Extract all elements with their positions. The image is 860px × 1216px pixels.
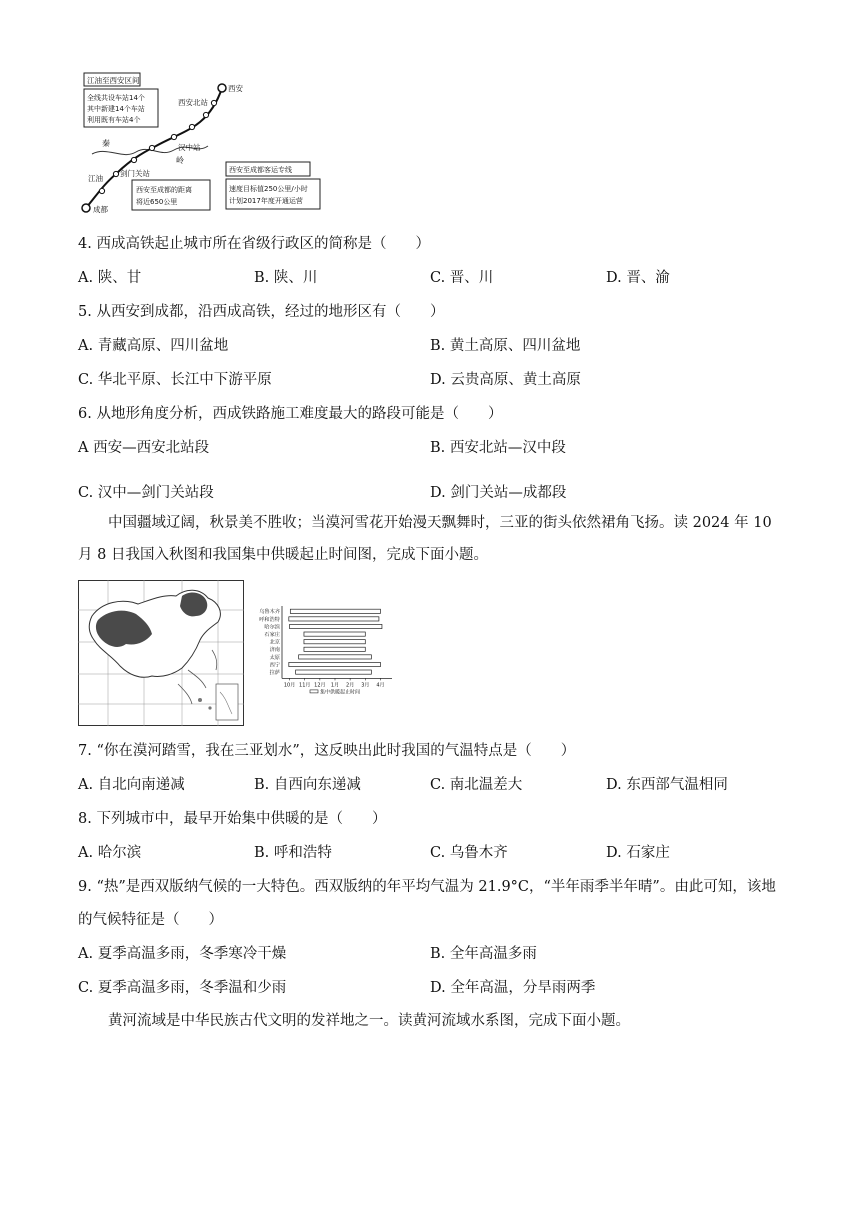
heating-period-bar (289, 617, 379, 621)
route-box-title: 江油至西安区间 (87, 76, 140, 85)
passage-yellow-river (78, 1005, 778, 1037)
city-tick-label: 乌鲁木齐 (259, 609, 280, 616)
q9-option-d: D. 全年高温，分旱雨两季 (430, 980, 596, 996)
q6-option-c: C. 汉中—剑门关站段 (78, 485, 214, 501)
chengdu-label: 成都 (93, 205, 108, 214)
q6-option-d: D. 剑门关站—成都段 (430, 485, 567, 501)
station-marker (113, 171, 118, 176)
question-5 (78, 300, 444, 321)
q8-option-b: B. 呼和浩特 (254, 845, 332, 861)
q7-option-c: C. 南北温差大 (430, 777, 523, 793)
q8-option-d: D. 石家庄 (606, 845, 670, 861)
city-tick-label: 太原 (269, 654, 280, 661)
question-7-number: 7. (78, 743, 92, 759)
question-7-text: “你在漠河踏雪，我在三亚划水”，这反映出此时我国的气温特点是（ ） (96, 743, 576, 759)
xian-north-label: 西安北站 (178, 98, 208, 107)
q4-option-c: C. 晋、川 (430, 270, 494, 286)
xian-station-marker (218, 84, 226, 92)
distance-line-2: 将近650公里 (136, 198, 178, 206)
island (198, 698, 202, 702)
passage-yellow-river-text: 黄河流域是中华民族古代文明的发祥地之一。读黄河流域水系图，完成下面小题。 (108, 1013, 630, 1029)
question-8 (78, 807, 386, 828)
question-9-number: 9. (78, 879, 92, 895)
q6-option-b: B. 西安北站—汉中段 (430, 440, 566, 456)
question-7 (78, 739, 575, 760)
question-5-number: 5. (78, 304, 92, 320)
month-tick-label: 1月 (330, 682, 340, 689)
heating-period-bar (290, 609, 380, 613)
city-tick-label: 哈尔滨 (264, 624, 280, 631)
heating-period-bar (290, 624, 382, 628)
q6-option-a: A 西安—西安北站段 (78, 440, 210, 456)
q4-option-b: B. 陕、川 (254, 270, 318, 286)
q4-option-d: D. 晋、渝 (606, 270, 670, 286)
question-9-text: “热”是西双版纳气候的一大特色。西双版纳的年平均气温为 21.9°C，“半年雨季半年晴”。由此可知，该地 (96, 879, 776, 895)
heating-period-bar (296, 670, 372, 674)
question-4-text: 西成高铁起止城市所在省级行政区的简称是（ ） (96, 236, 430, 252)
month-tick-label: 12月 (314, 682, 326, 689)
passage-autumn-line-2: 月 8 日我国入秋图和我国集中供暖起止时间图，完成下面小题。 (78, 547, 488, 563)
question-4-number: 4. (78, 236, 92, 252)
question-5-text: 从西安到成都，沿西成高铁，经过的地形区有（ ） (96, 304, 445, 320)
month-tick-label: 2月 (346, 682, 355, 689)
q9-option-b: B. 全年高温多雨 (430, 946, 537, 962)
q7-option-b: B. 自西向东递减 (254, 777, 361, 793)
heating-period-bar (289, 662, 381, 666)
question-8-number: 8. (78, 811, 92, 827)
q5-option-d: D. 云贵高原、黄土高原 (430, 372, 581, 388)
heating-period-bar (304, 632, 365, 636)
q5-option-b: B. 黄土高原、四川盆地 (430, 338, 581, 354)
q4-option-a: A. 陕、甘 (78, 270, 142, 286)
city-tick-label: 石家庄 (264, 632, 280, 638)
ling-label: 岭 (176, 156, 184, 165)
jianmenguan-label: 剑门关站 (120, 169, 150, 178)
passage-autumn (78, 507, 778, 571)
city-tick-label: 西宁 (269, 662, 280, 669)
q9-option-c: C. 夏季高温多雨，冬季温和少雨 (78, 980, 287, 996)
month-tick-label: 10月 (283, 682, 296, 689)
passenger-line-speed: 速度目标值250公里/小时 (229, 185, 308, 193)
question-6 (78, 402, 502, 423)
passenger-line-plan: 计划2017年度开通运营 (229, 197, 303, 205)
station-marker (99, 188, 104, 193)
question-9-continued: 的气候特征是（ ） (78, 912, 223, 928)
legend-swatch (310, 690, 318, 693)
legend-label: 集中供暖起止时间 (320, 689, 361, 696)
chengdu-station-marker (82, 204, 90, 212)
question-9 (78, 875, 776, 896)
station-count-line-2: 其中新建14个车站 (87, 105, 145, 113)
station-count-line-3: 利用既有车站4个 (87, 116, 141, 124)
heating-period-bar (304, 640, 365, 644)
city-tick-label: 北京 (269, 639, 280, 646)
q8-option-a: A. 哈尔滨 (78, 845, 142, 861)
jiangyou-label: 江油 (88, 174, 103, 183)
month-tick-label: 3月 (361, 682, 370, 689)
xian-label: 西安 (228, 84, 243, 93)
question-8-text: 下列城市中，最早开始集中供暖的是（ ） (96, 811, 387, 827)
question-6-text: 从地形角度分析，西成铁路施工难度最大的路段可能是（ ） (96, 406, 503, 422)
q7-option-a: A. 自北向南递减 (78, 777, 185, 793)
station-marker (149, 145, 154, 150)
qin-label: 秦 (102, 139, 110, 148)
q8-option-c: C. 乌鲁木齐 (430, 845, 508, 861)
heating-period-chart (248, 604, 398, 696)
station-marker (171, 134, 176, 139)
question-6-number: 6. (78, 406, 92, 422)
question-4 (78, 232, 430, 253)
passage-autumn-line-1: 中国疆域辽阔，秋景美不胜收；当漠河雪花开始漫天飘舞时，三亚的街头依然裙角飞扬。读 2024 年 10 (108, 515, 772, 531)
distance-line-1: 西安至成都的距离 (136, 186, 192, 194)
month-tick-label: 4月 (376, 682, 385, 689)
city-tick-label: 拉萨 (269, 670, 280, 676)
station-marker (189, 124, 194, 129)
station-marker (211, 100, 216, 105)
passenger-line-info (224, 160, 324, 212)
station-marker (203, 112, 208, 117)
city-tick-label: 呼和浩特 (259, 616, 280, 623)
month-tick-label: 11月 (299, 682, 311, 689)
city-tick-label: 济南 (269, 647, 280, 654)
heating-period-bar (299, 655, 372, 659)
station-marker (131, 157, 136, 162)
south-sea-inset (216, 684, 238, 720)
q5-option-c: C. 华北平原、长江中下游平原 (78, 372, 272, 388)
station-count-line-1: 全线共设车站14个 (87, 94, 145, 102)
hanzhong-label: 汉中站 (178, 143, 201, 152)
autumn-map (78, 580, 244, 726)
island (208, 706, 211, 709)
q5-option-a: A. 青藏高原、四川盆地 (78, 338, 229, 354)
heating-period-bar (304, 647, 365, 651)
q9-option-a: A. 夏季高温多雨，冬季寒冷干燥 (78, 946, 287, 962)
q7-option-d: D. 东西部气温相同 (606, 777, 728, 793)
passenger-line-title: 西安至成都客运专线 (229, 166, 292, 174)
